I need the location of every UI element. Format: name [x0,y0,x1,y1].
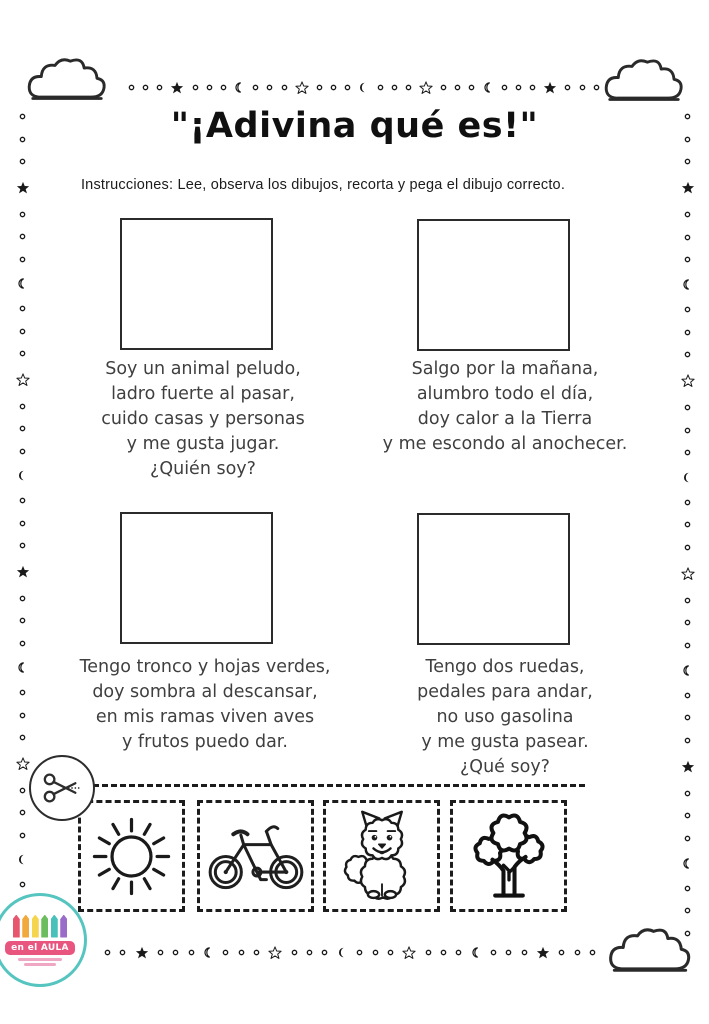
dot-icon [515,84,522,91]
dot-icon [468,84,475,91]
pencil-icon [13,915,20,938]
star-outline-icon [268,946,282,960]
pencils-icon [13,915,68,938]
dot-icon [19,787,26,794]
dot-icon [19,328,26,335]
star-outline-icon [295,81,309,95]
dot-icon [19,712,26,719]
riddle-line: y frutos puedo dar. [122,732,288,752]
riddle-line: ¿Qué soy? [460,757,550,777]
pencil-icon [51,915,58,938]
dot-icon [19,403,26,410]
riddle-line: Tengo tronco y hojas verdes, [79,657,331,677]
dot-icon [253,949,260,956]
paste-box [417,513,570,645]
riddle-text [101,357,305,482]
dot-icon [222,949,229,956]
riddle-line: Soy un animal peludo, [105,359,301,379]
border-top-decoration [128,80,600,95]
riddle-line: cuido casas y personas [101,409,305,429]
riddle-text [80,655,331,755]
dot-icon [19,542,26,549]
dot-icon [684,427,691,434]
moon-outline-icon [234,82,245,93]
moon-filled-icon [682,472,693,483]
moon-filled-icon [358,82,369,93]
dot-icon [454,84,461,91]
dot-icon [684,521,691,528]
riddle-line: y me escondo al anochecer. [382,434,628,454]
dot-icon [529,84,536,91]
dog-image [335,809,429,903]
dot-icon [19,832,26,839]
star-outline-icon [681,567,695,581]
logo-badge-text: en el AULA [5,941,75,955]
star-outline-icon [681,374,695,388]
star-filled-icon [536,946,550,960]
dot-icon [306,949,313,956]
dot-icon [391,84,398,91]
dot-icon [684,907,691,914]
dot-icon [188,949,195,956]
dot-icon [684,449,691,456]
dot-icon [356,949,363,956]
star-filled-icon [16,565,30,579]
star-outline-icon [16,757,30,771]
cut-line [93,784,585,787]
dot-icon [564,84,571,91]
dot-icon [684,234,691,241]
dot-icon [684,499,691,506]
dot-icon [684,642,691,649]
dot-icon [19,233,26,240]
dot-icon [579,84,586,91]
border-right-decoration [680,113,695,937]
dot-icon [684,597,691,604]
riddle-line: doy sombra al descansar, [92,682,318,702]
tree-image [463,810,555,902]
dot-icon [684,256,691,263]
dot-icon [19,211,26,218]
dot-icon [684,714,691,721]
dot-icon [19,158,26,165]
dot-icon [440,949,447,956]
dot-icon [128,84,135,91]
paste-box [120,218,273,350]
star-filled-icon [135,946,149,960]
dot-icon [192,84,199,91]
dot-icon [104,949,111,956]
moon-filled-icon [17,854,28,865]
moon-outline-icon [682,665,693,676]
dot-icon [501,84,508,91]
pencil-icon [22,915,29,938]
moon-outline-icon [17,278,28,289]
dot-icon [684,329,691,336]
dot-icon [19,520,26,527]
star-outline-icon [16,373,30,387]
riddle-line: Salgo por la mañana, [411,359,599,379]
star-filled-icon [543,81,557,95]
riddle-line: alumbro todo el día, [416,384,594,404]
star-filled-icon [170,81,184,95]
dot-icon [220,84,227,91]
logo-en-el-aula [0,893,87,987]
cutout-box-tree [450,800,567,912]
dot-icon [19,689,26,696]
dot-icon [684,211,691,218]
dot-icon [19,350,26,357]
dot-icon [684,737,691,744]
dot-icon [142,84,149,91]
dot-icon [558,949,565,956]
bicycle-image [204,818,308,894]
dot-icon [684,790,691,797]
dot-icon [684,351,691,358]
moon-outline-icon [17,662,28,673]
cutout-box-bicycle [197,800,314,912]
riddle-line: ¿Quién soy? [150,459,256,479]
border-bottom-decoration [104,945,596,960]
dot-icon [321,949,328,956]
riddle-text [383,357,628,457]
dot-icon [266,84,273,91]
star-filled-icon [681,181,695,195]
pencil-icon [32,915,39,938]
worksheet-title: "¡Adivina qué es!" [170,106,539,146]
dot-icon [440,84,447,91]
cutout-box-sun [78,800,185,912]
border-left-decoration [15,113,30,888]
dot-icon [377,84,384,91]
dot-icon [405,84,412,91]
dot-icon [425,949,432,956]
riddle-line: Tengo dos ruedas, [425,657,585,677]
riddle-line: no uso gasolina [436,707,574,727]
pencil-icon [60,915,67,938]
dot-icon [455,949,462,956]
moon-filled-icon [337,947,348,958]
dot-icon [589,949,596,956]
riddle-line: y me gusta pasear. [421,732,589,752]
dot-icon [330,84,337,91]
dot-icon [19,425,26,432]
moon-outline-icon [471,947,482,958]
dot-icon [19,881,26,888]
dot-icon [156,84,163,91]
dot-icon [684,812,691,819]
dot-icon [372,949,379,956]
riddle-line: ladro fuerte al pasar, [111,384,295,404]
riddle-text [417,655,593,780]
dot-icon [19,448,26,455]
dot-icon [19,497,26,504]
dot-icon [684,544,691,551]
dot-icon [593,84,600,91]
dot-icon [684,306,691,313]
paste-box [417,219,570,351]
dot-icon [19,617,26,624]
dot-icon [684,885,691,892]
star-outline-icon [419,81,433,95]
paste-box [120,512,273,644]
star-filled-icon [681,760,695,774]
dot-icon [684,619,691,626]
dot-icon [206,84,213,91]
dot-icon [157,949,164,956]
scissors-badge [29,755,95,821]
instructions-text: Instrucciones: Lee, observa los dibujos, recorta y pega el dibujo correcto. [80,177,566,193]
dot-icon [505,949,512,956]
dot-icon [344,84,351,91]
dot-icon [19,734,26,741]
dot-icon [19,256,26,263]
scissors-icon [41,768,83,808]
riddle-line: pedales para andar, [417,682,593,702]
dot-icon [316,84,323,91]
riddle-line: en mis ramas viven aves [95,707,315,727]
riddle-line: y me gusta jugar. [126,434,280,454]
dot-icon [574,949,581,956]
dot-icon [684,930,691,937]
moon-outline-icon [682,279,693,290]
pencil-icon [41,915,48,938]
cloud-icon [601,57,687,105]
dot-icon [172,949,179,956]
slogan-line [18,958,62,961]
dot-icon [684,692,691,699]
dot-icon [684,404,691,411]
sun-image [84,809,179,904]
slogan-line [24,963,56,966]
dot-icon [684,835,691,842]
dot-icon [281,84,288,91]
dot-icon [387,949,394,956]
dot-icon [19,305,26,312]
dot-icon [19,640,26,647]
logo-slogan-lines [18,958,62,966]
dot-icon [119,949,126,956]
dot-icon [490,949,497,956]
moon-outline-icon [483,82,494,93]
cutout-box-dog [323,800,440,912]
dot-icon [19,595,26,602]
dot-icon [252,84,259,91]
dot-icon [684,158,691,165]
moon-filled-icon [17,470,28,481]
dot-icon [291,949,298,956]
dot-icon [521,949,528,956]
riddle-line: doy calor a la Tierra [417,409,593,429]
star-outline-icon [402,946,416,960]
moon-outline-icon [682,858,693,869]
dot-icon [19,809,26,816]
moon-outline-icon [203,947,214,958]
dot-icon [238,949,245,956]
cloud-icon [24,56,110,104]
